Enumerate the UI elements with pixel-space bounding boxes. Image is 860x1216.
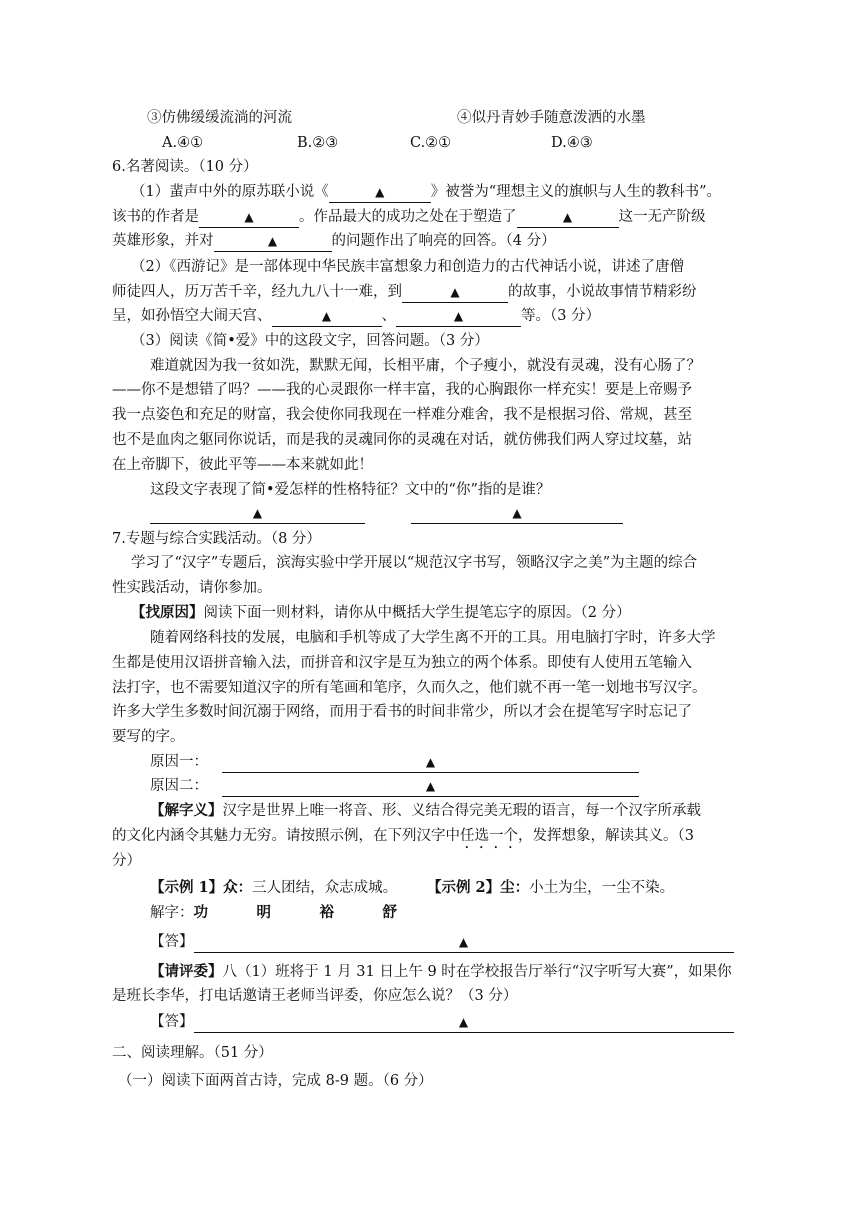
material-line: 要写的字。 <box>112 729 185 745</box>
explain-prompt-line: 【解字义】汉字是世界上唯一将音、形、义结合得完美无瑕的语言，每一个汉字所承载 <box>150 802 701 819</box>
q6-p2-line2: 师徒四人，历万苦千辛，经九九八十一难，到 ▲ 的故事，小说故事情节精彩纷 <box>112 282 697 303</box>
part-two-title: 二、阅读理解。（51 分） <box>112 1045 273 1061</box>
answer-blank[interactable]: ▲ <box>411 505 623 524</box>
part-two-subtitle: （一）阅读下面两首古诗，完成 8-9 题。（6 分） <box>118 1073 433 1089</box>
material-line: 随着网络科技的发展，电脑和手机等成了大学生离不开的工具。用电脑打字时，许多大学 <box>150 630 716 646</box>
q6-p3-question: 这段文字表现了简•爱怎样的性格特征？文中的“你”指的是谁？ <box>150 482 551 498</box>
q6-p2-line3: 呈，如孙悟空大闹天宫、 ▲ 、 ▲ 等。（3 分） <box>112 306 600 327</box>
answer-blank[interactable]: ▲ <box>402 284 508 303</box>
jane-eyre-passage-line: ——你不是想错了吗？——我的心灵跟你一样丰富，我的心胸跟你一样充实！要是上帝赐予 <box>112 382 692 398</box>
q7-intro-line: 学习了“汉字”专题后，滨海实验中学开展以“规范汉字书写，领略汉字之美”为主题的综合 <box>131 555 698 571</box>
answer-blank[interactable]: ▲ <box>199 209 299 228</box>
reason-two: 原因二： ▲ <box>150 776 639 797</box>
choice-c: C.②① <box>410 135 452 151</box>
q6-p3-answers <box>150 503 623 524</box>
q6-p2-line1: （2）《西游记》是一部体现中华民族丰富想象力和创造力的古代神话小说，讲述了唐僧 <box>131 259 684 275</box>
answer-blank[interactable]: ▲ <box>272 308 382 327</box>
character-option[interactable]: 功 <box>193 904 208 921</box>
answer-blank[interactable]: ▲ <box>194 1014 734 1033</box>
choice-b: B.②③ <box>297 135 339 151</box>
answer-blank[interactable]: ▲ <box>329 184 431 203</box>
material-line: 生都是使用汉语拼音输入法，而拼音和汉字是互为独立的两个体系。即使有人使用五笔输入 <box>112 655 692 671</box>
material-line: 法打字，也不需要知道汉字的所有笔画和笔序，久而久之，他们就不再一笔一划地书写汉字。 <box>112 680 707 696</box>
choice-a: A.④① <box>162 135 204 151</box>
invite-judge-prompt: 【请评委】八（1）班将于 1 月 31 日上午 9 时在学校报告厅举行“汉字听写大赛”，如果你 <box>150 963 732 980</box>
explain-prompt-line: 分） <box>112 853 141 869</box>
choice-d: D.④③ <box>551 135 593 151</box>
option-3: ③仿佛缓缓流淌的河流 <box>147 110 292 126</box>
answer-blank[interactable]: ▲ <box>150 505 365 524</box>
answer-blank[interactable]: ▲ <box>222 754 639 773</box>
option-4: ④似丹青妙手随意泼洒的水墨 <box>457 110 646 126</box>
answer-blank[interactable]: ▲ <box>222 778 639 797</box>
jane-eyre-passage-line: 我一点姿色和充足的财富，我会使你同我现在一样难分难舍，我不是根据习俗、常规，甚至 <box>112 407 692 423</box>
jane-eyre-passage-line: 难道就因为我一贫如洗，默默无闻，长相平庸，个子瘦小，就没有灵魂，没有心肠了？ <box>150 358 701 374</box>
answer-blank[interactable]: ▲ <box>517 209 619 228</box>
answer-line: 【答】 ▲ <box>150 932 734 953</box>
q6-p1-line3: 英雄形象，并对 ▲ 的问题作出了响亮的回答。（4 分） <box>112 231 556 252</box>
jane-eyre-passage-line: 也不是血肉之躯同你说话，而是我的灵魂同你的灵魂在对话，就仿佛我们两人穿过坟墓，站 <box>112 432 692 448</box>
find-reason-prompt: 【找原因】阅读下面一则材料，请你从中概括大学生提笔忘字的原因。（2 分） <box>131 604 631 621</box>
q6-p1-line1: （1）蜚声中外的原苏联小说《 ▲ 》被誉为“理想主义的旗帜与人生的教科书”。 <box>131 182 721 203</box>
example-one: 【示例 1】众：三人团结，众志成城。 <box>150 879 398 896</box>
q7-intro-line: 性实践活动，请你参加。 <box>112 580 272 596</box>
material-line: 许多大学生多数时间沉溺于网络，而用于看书的时间非常少，所以才会在提笔写字时忘记了 <box>112 704 692 720</box>
character-option[interactable]: 裕 <box>319 904 334 921</box>
q7-title: 7.专题与综合实践活动。（8 分） <box>112 531 321 547</box>
character-option[interactable]: 明 <box>256 904 271 921</box>
answer-blank[interactable]: ▲ <box>214 233 332 252</box>
q6-p1-line2: 该书的作者是 ▲ 。作品最大的成功之处在于塑造了 ▲ 这一无产阶级 <box>112 207 706 228</box>
invite-judge-prompt-line2: 是班长李华，打电话邀请王老师当评委，你应怎么说？（3 分） <box>112 988 518 1004</box>
explain-prompt-line: 的文化内涵令其魅力无穷。请按照示例，在下列汉字中任选一个，发挥想象，解读其义。（3 <box>112 828 694 844</box>
character-choices: 解字：功 明 裕 舒 <box>150 904 397 921</box>
character-option[interactable]: 舒 <box>382 904 397 921</box>
q6-p3-title: （3）阅读《简•爱》中的这段文字，回答问题。（3 分） <box>131 333 489 349</box>
answer-blank[interactable]: ▲ <box>396 308 521 327</box>
example-two: 【示例 2】尘：小土为尘，一尘不染。 <box>427 879 675 896</box>
answer-blank[interactable]: ▲ <box>194 934 734 953</box>
q6-title: 6.名著阅读。（10 分） <box>112 159 258 175</box>
jane-eyre-passage-line: 在上帝脚下，彼此平等——本来就如此！ <box>112 457 373 473</box>
answer-line: 【答】 ▲ <box>150 1012 734 1033</box>
reason-one: 原因一： ▲ <box>150 752 639 773</box>
